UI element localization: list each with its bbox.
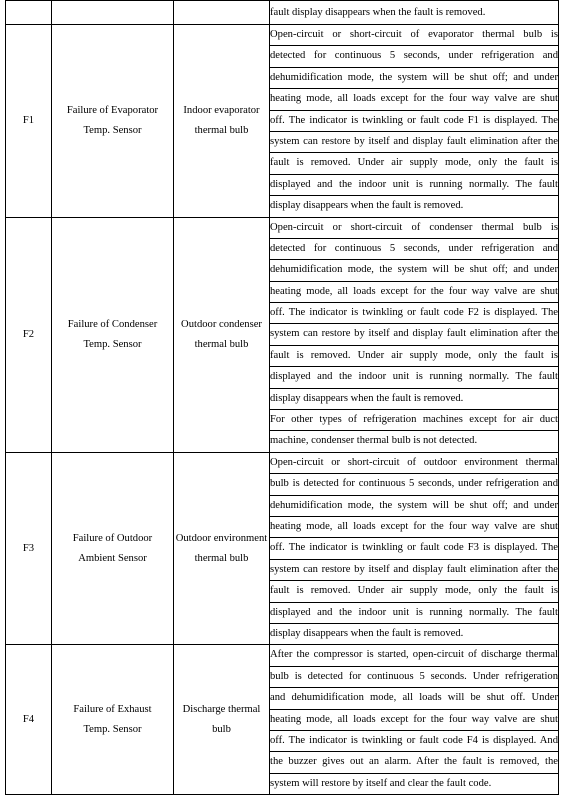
sensor-part-line: thermal bulb bbox=[194, 124, 249, 136]
description-line: off. The indicator is twinkling or fault code F4 is displayed. And bbox=[270, 731, 558, 752]
table-row bbox=[6, 217, 559, 452]
description-line: Open-circuit or short-circuit of evaporator thermal bulb is bbox=[270, 25, 558, 46]
table-row bbox=[6, 25, 559, 218]
fault-name-cell bbox=[52, 1, 174, 25]
fault-name-line: Failure of Evaporator bbox=[66, 104, 159, 116]
description-line: heating mode, all loads except for the four way valve are shut bbox=[270, 282, 558, 303]
sensor-part-line: bulb bbox=[212, 723, 231, 735]
fault-name-line: Temp. Sensor bbox=[83, 124, 142, 136]
description-line: dehumidification mode, the system will be shut off; and under bbox=[270, 68, 558, 89]
fault-code-cell: F1 bbox=[6, 25, 52, 218]
fault-table-body bbox=[6, 1, 559, 795]
description-line: machine, condenser thermal bulb is not detected. bbox=[270, 435, 478, 447]
fault-name-line: Failure of Condenser bbox=[67, 318, 158, 330]
description-line: and dehumidification mode, all loads will be shut off. Under bbox=[270, 688, 558, 709]
fault-description-cell bbox=[270, 452, 559, 645]
fault-name-line: Ambient Sensor bbox=[78, 552, 147, 564]
fault-description-cell bbox=[270, 1, 559, 25]
fault-code-cell bbox=[6, 1, 52, 25]
description-line: Open-circuit or short-circuit of condenser thermal bulb is bbox=[270, 218, 558, 239]
description-line: dehumidification mode, the system will be shut off; and under bbox=[270, 496, 558, 517]
table-row bbox=[6, 452, 559, 645]
description-line: system will restore by itself and clear the fault code. bbox=[270, 777, 492, 789]
fault-name-line: Temp. Sensor bbox=[83, 723, 142, 735]
fault-code-cell: F4 bbox=[6, 645, 52, 795]
description-line: display disappears when the fault is removed. bbox=[270, 627, 464, 639]
table-row bbox=[6, 1, 559, 25]
sensor-part-line: thermal bulb bbox=[194, 552, 249, 564]
fault-code-table bbox=[5, 0, 559, 795]
description-line: heating mode, all loads except for the four way valve are shut bbox=[270, 710, 558, 731]
sensor-part-line: Outdoor environment bbox=[175, 532, 268, 544]
sensor-part-cell bbox=[174, 645, 270, 795]
fault-description-cell bbox=[270, 645, 559, 795]
sensor-part-line: Indoor evaporator bbox=[183, 104, 260, 116]
description-line: off. The indicator is twinkling or fault code F1 is displayed. The bbox=[270, 111, 558, 132]
description-line: displayed and the indoor unit is running normally. The fault bbox=[270, 367, 558, 388]
description-line: the buzzer gives out an alarm. After the fault is removed, the bbox=[270, 752, 558, 773]
fault-name-cell bbox=[52, 217, 174, 452]
description-line: system can restore by itself and display fault elimination after the bbox=[270, 324, 558, 345]
description-line: fault is removed. Under air supply mode, only the fault is bbox=[270, 153, 558, 174]
description-line: detected for continuous 5 seconds, under refrigeration and bbox=[270, 239, 558, 260]
fault-description-cell bbox=[270, 25, 559, 218]
description-line: Open-circuit or short-circuit of outdoor environment thermal bbox=[270, 453, 558, 474]
fault-name-line: Temp. Sensor bbox=[83, 338, 142, 350]
description-line: displayed and the indoor unit is running normally. The fault bbox=[270, 603, 558, 624]
sensor-part-line: thermal bulb bbox=[194, 338, 249, 350]
fault-name-line: Failure of Outdoor bbox=[72, 532, 153, 544]
description-line: fault is removed. Under air supply mode, only the fault is bbox=[270, 581, 558, 602]
description-line: After the compressor is started, open-circuit of discharge thermal bbox=[270, 645, 558, 666]
description-line: displayed and the indoor unit is running normally. The fault bbox=[270, 175, 558, 196]
description-line: bulb is detected for continuous 5 seconds, under refrigeration and bbox=[270, 474, 558, 495]
fault-code-cell: F2 bbox=[6, 217, 52, 452]
sensor-part-cell bbox=[174, 25, 270, 218]
description-line: display disappears when the fault is removed. bbox=[270, 389, 558, 410]
fault-name-line: Failure of Exhaust bbox=[73, 703, 152, 715]
description-line: dehumidification mode, the system will be shut off; and under bbox=[270, 260, 558, 281]
description-line: off. The indicator is twinkling or fault code F3 is displayed. The bbox=[270, 538, 558, 559]
description-line: For other types of refrigeration machines except for air duct bbox=[270, 410, 558, 431]
sensor-part-cell bbox=[174, 1, 270, 25]
description-line: bulb is detected for continuous 5 seconds. Under refrigeration bbox=[270, 667, 558, 688]
fault-name-cell bbox=[52, 25, 174, 218]
sensor-part-line: Discharge thermal bbox=[182, 703, 261, 715]
description-line: fault is removed. Under air supply mode, only the fault is bbox=[270, 346, 558, 367]
description-line: fault display disappears when the fault is removed. bbox=[270, 7, 486, 18]
sensor-part-cell bbox=[174, 217, 270, 452]
fault-name-cell bbox=[52, 452, 174, 645]
description-line: display disappears when the fault is removed. bbox=[270, 200, 464, 212]
description-line: system can restore by itself and display fault elimination after the bbox=[270, 560, 558, 581]
fault-name-cell bbox=[52, 645, 174, 795]
fault-description-cell bbox=[270, 217, 559, 452]
description-line: system can restore by itself and display fault elimination after the bbox=[270, 132, 558, 153]
table-row bbox=[6, 645, 559, 795]
fault-code-cell: F3 bbox=[6, 452, 52, 645]
sensor-part-cell bbox=[174, 452, 270, 645]
sensor-part-line: Outdoor condenser bbox=[181, 318, 262, 330]
description-line: detected for continuous 5 seconds, under refrigeration and bbox=[270, 46, 558, 67]
description-line: heating mode, all loads except for the four way valve are shut bbox=[270, 89, 558, 110]
description-line: heating mode, all loads except for the four way valve are shut bbox=[270, 517, 558, 538]
description-line: off. The indicator is twinkling or fault code F2 is displayed. The bbox=[270, 303, 558, 324]
